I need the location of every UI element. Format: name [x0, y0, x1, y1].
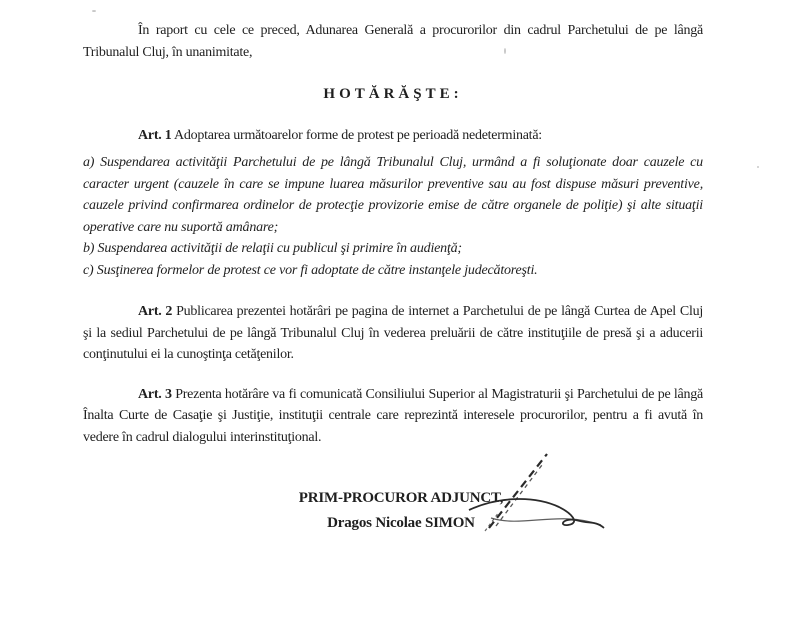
intro-paragraph: În raport cu cele ce preced, Adunarea Generală a procurorilor din cadrul Parchetului de pe lângă Tribunalul Cluj, în unanimitate,	[83, 23, 703, 60]
scan-speck	[92, 10, 96, 12]
article-1-items	[83, 152, 703, 281]
article-1-item-a: a) Suspendarea activităţii Parchetului de pe lângă Tribunalul Cluj, urmând a fi soluţionate doar cauzele cu caracter urgent (cauzele în care se impune luarea măsurilor preventive sau au fost dispuse măsuri preventive, cauzele privind confirmarea ordinelor de protecţie provizorie emise de către organele de poliţie) şi alte situaţii operative care nu suportă amânare;	[83, 155, 703, 235]
signature-title: PRIM-PROCUROR ADJUNCT,	[298, 490, 504, 506]
article-3-label: Art. 3	[138, 386, 172, 402]
article-1-text: Adoptarea următoarelor forme de protest pe perioadă nedeterminată:	[173, 127, 542, 143]
document-content	[83, 20, 703, 536]
article-3-text: Prezenta hotărâre va fi comunicată Consiliului Superior al Magistraturii şi Parchetului de pe lângă Înalta Curte de Casaţie şi Justiţie, instituţii centrale care reprezintă interesele procurorilor, pentru a fi avută în vedere în cadrul dialogului interinstituţional.	[83, 386, 703, 445]
article-1-label: Art. 1	[138, 127, 172, 143]
decision-heading: HOTĂRĂŞTE:	[323, 86, 463, 102]
article-1-item-c: c) Susţinerea formelor de protest ce vor fi adoptate de către instanţele judecătoreşti.	[83, 262, 538, 278]
scan-speck	[504, 48, 506, 54]
article-2-label: Art. 2	[138, 304, 173, 319]
signature-name: Dragos Nicolae SIMON	[327, 515, 475, 531]
scan-speck	[757, 166, 759, 168]
article-3	[83, 384, 703, 449]
signature-block	[91, 486, 711, 536]
article-1	[83, 125, 703, 147]
article-1-item-b: b) Suspendarea activităţii de relaţii cu publicul şi primire în audienţă;	[83, 241, 462, 256]
article-2	[83, 301, 703, 366]
article-2-text: Publicarea prezentei hotărâri pe pagina de internet a Parchetului de pe lângă Curtea de Apel Cluj şi la sediul Parchetului de pe lângă Tribunalul Cluj în vederea preluării de către instituţiile de presă şi a aducerii conţinutului ei la cunoştinţa cetăţenilor.	[83, 304, 703, 362]
